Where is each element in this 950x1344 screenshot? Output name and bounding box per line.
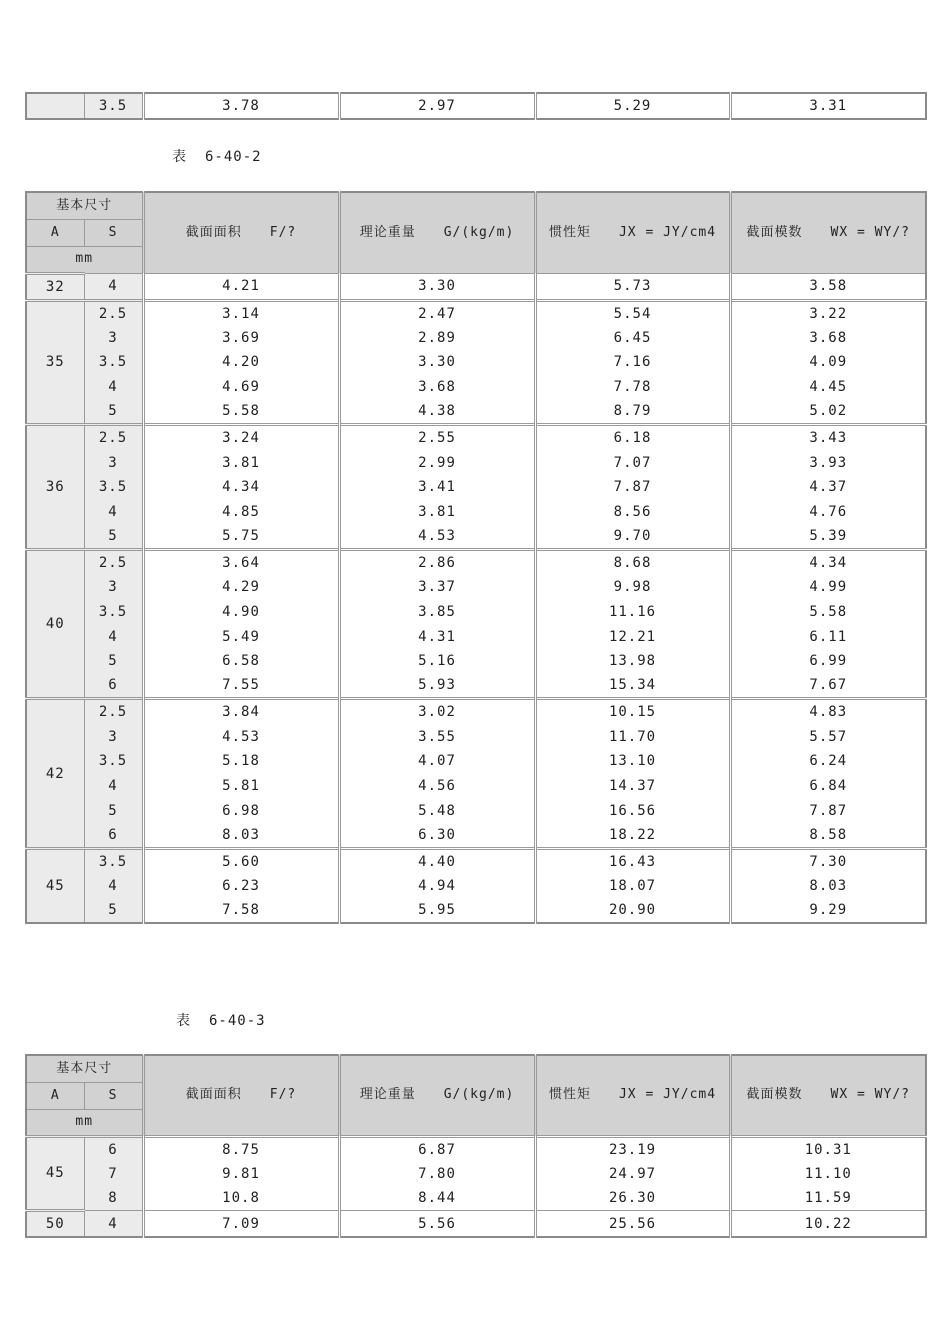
table-row <box>26 649 926 674</box>
cell-j: 13.10 <box>535 749 730 774</box>
table-row <box>26 300 926 326</box>
cell-f: 5.75 <box>143 524 339 550</box>
table-row <box>26 375 926 400</box>
cell-j: 11.16 <box>535 600 730 625</box>
cell-w: 8.03 <box>730 874 926 899</box>
cell-a: 45 <box>26 848 84 923</box>
cell-w: 4.99 <box>730 575 926 600</box>
cell-s: 7 <box>84 1162 143 1187</box>
cell-j: 16.56 <box>535 798 730 823</box>
cell-w: 8.58 <box>730 823 926 849</box>
cell-g: 5.48 <box>339 798 535 823</box>
cell-s: 8 <box>84 1186 143 1211</box>
cell-g: 4.07 <box>339 749 535 774</box>
header-a: A <box>26 1082 84 1109</box>
cell-a: 36 <box>26 425 84 550</box>
cell-w: 7.87 <box>730 798 926 823</box>
cell-w: 4.34 <box>730 550 926 576</box>
table-row <box>26 600 926 625</box>
cell-f: 4.85 <box>143 499 339 524</box>
cell-g: 4.31 <box>339 624 535 649</box>
table-row <box>26 874 926 899</box>
cell-w: 3.58 <box>730 273 926 300</box>
cell-j: 24.97 <box>535 1162 730 1187</box>
cell-f: 3.64 <box>143 550 339 576</box>
header-unit: mm <box>26 1109 143 1136</box>
table-row <box>26 699 926 725</box>
header-s: S <box>84 1082 143 1109</box>
cell-s: 6 <box>84 823 143 849</box>
cell-j: 6.45 <box>535 326 730 351</box>
cell-g: 2.86 <box>339 550 535 576</box>
cell-a <box>26 93 84 119</box>
cell-s: 3 <box>84 575 143 600</box>
cell-j: 5.29 <box>535 93 730 119</box>
cell-g: 3.37 <box>339 575 535 600</box>
header-size-group: 基本尺寸 <box>26 1055 143 1082</box>
table-row <box>26 673 926 699</box>
cell-j: 7.78 <box>535 375 730 400</box>
header-modulus: 截面模数 WX = WY/? <box>730 192 926 273</box>
cell-j: 18.22 <box>535 823 730 849</box>
cell-w: 4.45 <box>730 375 926 400</box>
cell-s: 6 <box>84 1136 143 1162</box>
cell-j: 9.70 <box>535 524 730 550</box>
header-weight: 理论重量 G/(kg/m) <box>339 192 535 273</box>
cell-s: 3 <box>84 326 143 351</box>
table-row <box>26 350 926 375</box>
cell-w: 9.29 <box>730 898 926 923</box>
cell-f: 4.53 <box>143 724 339 749</box>
cell-w: 10.22 <box>730 1211 926 1238</box>
cell-f: 5.81 <box>143 774 339 799</box>
header-unit: mm <box>26 246 143 273</box>
cell-f: 4.20 <box>143 350 339 375</box>
cell-s: 4 <box>84 375 143 400</box>
cell-j: 7.87 <box>535 475 730 500</box>
cell-f: 4.69 <box>143 375 339 400</box>
cell-f: 3.81 <box>143 450 339 475</box>
cell-f: 3.78 <box>143 93 339 119</box>
caption-text: 6-40-2 <box>205 149 262 165</box>
header-area: 截面面积 F/? <box>143 192 339 273</box>
table-row <box>26 1136 926 1162</box>
table-row <box>26 823 926 849</box>
cell-j: 9.98 <box>535 575 730 600</box>
cell-s: 5 <box>84 524 143 550</box>
cell-g: 5.93 <box>339 673 535 699</box>
cell-g: 3.30 <box>339 273 535 300</box>
table-6-40-2 <box>25 191 927 924</box>
table-row <box>26 450 926 475</box>
cell-a: 42 <box>26 699 84 848</box>
cell-f: 5.58 <box>143 399 339 425</box>
cell-w: 3.43 <box>730 425 926 451</box>
cell-w: 6.24 <box>730 749 926 774</box>
table-row <box>26 550 926 576</box>
cell-g: 6.87 <box>339 1136 535 1162</box>
cell-j: 5.73 <box>535 273 730 300</box>
cell-f: 6.58 <box>143 649 339 674</box>
cell-g: 4.56 <box>339 774 535 799</box>
cell-g: 8.44 <box>339 1186 535 1211</box>
cell-j: 20.90 <box>535 898 730 923</box>
cell-f: 10.8 <box>143 1186 339 1211</box>
cell-f: 5.18 <box>143 749 339 774</box>
cell-s: 3 <box>84 450 143 475</box>
cell-j: 14.37 <box>535 774 730 799</box>
cell-f: 8.75 <box>143 1136 339 1162</box>
cell-w: 7.67 <box>730 673 926 699</box>
cell-f: 6.23 <box>143 874 339 899</box>
cell-g: 3.41 <box>339 475 535 500</box>
cell-j: 12.21 <box>535 624 730 649</box>
cell-f: 6.98 <box>143 798 339 823</box>
table-row <box>26 774 926 799</box>
table-6-40-3 <box>25 1054 927 1238</box>
cell-g: 4.53 <box>339 524 535 550</box>
cell-w: 5.39 <box>730 524 926 550</box>
cell-g: 5.95 <box>339 898 535 923</box>
cell-w: 5.02 <box>730 399 926 425</box>
cell-s: 4 <box>84 1211 143 1238</box>
cell-g: 2.47 <box>339 300 535 326</box>
header-a: A <box>26 219 84 246</box>
cell-w: 5.57 <box>730 724 926 749</box>
cell-j: 8.68 <box>535 550 730 576</box>
cell-j: 11.70 <box>535 724 730 749</box>
cell-g: 3.55 <box>339 724 535 749</box>
cell-s: 3.5 <box>84 848 143 874</box>
table-caption-6-40-3 <box>176 1010 266 1030</box>
cell-s: 4 <box>84 774 143 799</box>
cell-f: 4.21 <box>143 273 339 300</box>
cell-g: 3.68 <box>339 375 535 400</box>
cell-w: 4.37 <box>730 475 926 500</box>
header-modulus: 截面模数 WX = WY/? <box>730 1055 926 1136</box>
cell-s: 5 <box>84 798 143 823</box>
table-caption-6-40-2 <box>172 146 262 166</box>
table-row <box>26 475 926 500</box>
caption-mark: 表 <box>172 149 187 165</box>
table-row <box>26 524 926 550</box>
cell-w: 10.31 <box>730 1136 926 1162</box>
cell-g: 7.80 <box>339 1162 535 1187</box>
cell-w: 4.76 <box>730 499 926 524</box>
cell-w: 3.68 <box>730 326 926 351</box>
table-row <box>26 273 926 300</box>
table-row <box>26 749 926 774</box>
cell-f: 4.90 <box>143 600 339 625</box>
cell-s: 2.5 <box>84 300 143 326</box>
table-row <box>26 399 926 425</box>
cell-g: 2.89 <box>339 326 535 351</box>
cell-g: 2.99 <box>339 450 535 475</box>
cell-f: 7.09 <box>143 1211 339 1238</box>
cell-j: 16.43 <box>535 848 730 874</box>
table-row <box>26 575 926 600</box>
cell-g: 2.55 <box>339 425 535 451</box>
cell-s: 2.5 <box>84 425 143 451</box>
cell-j: 10.15 <box>535 699 730 725</box>
cell-f: 4.29 <box>143 575 339 600</box>
cell-w: 3.31 <box>730 93 926 119</box>
cell-f: 3.14 <box>143 300 339 326</box>
cell-g: 2.97 <box>339 93 535 119</box>
cell-g: 4.40 <box>339 848 535 874</box>
header-inertia: 惯性矩 JX = JY/cm4 <box>535 1055 730 1136</box>
cell-f: 5.60 <box>143 848 339 874</box>
table-row <box>26 1186 926 1211</box>
cell-f: 9.81 <box>143 1162 339 1187</box>
cell-j: 13.98 <box>535 649 730 674</box>
cell-f: 4.34 <box>143 475 339 500</box>
cell-s: 4 <box>84 273 143 300</box>
cell-w: 4.83 <box>730 699 926 725</box>
cell-g: 6.30 <box>339 823 535 849</box>
cell-g: 5.16 <box>339 649 535 674</box>
cell-j: 5.54 <box>535 300 730 326</box>
cell-f: 8.03 <box>143 823 339 849</box>
table-row <box>26 724 926 749</box>
cell-s: 2.5 <box>84 699 143 725</box>
cell-w: 6.99 <box>730 649 926 674</box>
cell-w: 7.30 <box>730 848 926 874</box>
cell-j: 23.19 <box>535 1136 730 1162</box>
cell-s: 3.5 <box>84 600 143 625</box>
cell-s: 3 <box>84 724 143 749</box>
cell-j: 18.07 <box>535 874 730 899</box>
cell-g: 4.38 <box>339 399 535 425</box>
cell-w: 5.58 <box>730 600 926 625</box>
cell-j: 15.34 <box>535 673 730 699</box>
table-row <box>26 798 926 823</box>
cell-s: 5 <box>84 898 143 923</box>
cell-s: 5 <box>84 649 143 674</box>
cell-g: 3.30 <box>339 350 535 375</box>
cell-s: 3.5 <box>84 93 143 119</box>
cell-g: 3.02 <box>339 699 535 725</box>
table-row <box>26 624 926 649</box>
cell-s: 3.5 <box>84 749 143 774</box>
cell-s: 4 <box>84 624 143 649</box>
table-row <box>26 499 926 524</box>
cell-s: 4 <box>84 499 143 524</box>
cell-g: 4.94 <box>339 874 535 899</box>
cell-w: 4.09 <box>730 350 926 375</box>
cell-w: 3.93 <box>730 450 926 475</box>
caption-text: 6-40-3 <box>209 1013 266 1029</box>
cell-a: 35 <box>26 300 84 425</box>
cell-a: 32 <box>26 273 84 300</box>
cell-j: 8.56 <box>535 499 730 524</box>
cell-f: 7.55 <box>143 673 339 699</box>
table-row <box>26 1211 926 1238</box>
cell-f: 3.24 <box>143 425 339 451</box>
cell-g: 3.85 <box>339 600 535 625</box>
cell-s: 6 <box>84 673 143 699</box>
cell-f: 5.49 <box>143 624 339 649</box>
table-row <box>26 1162 926 1187</box>
cell-f: 3.84 <box>143 699 339 725</box>
cell-a: 40 <box>26 550 84 699</box>
table-row <box>26 425 926 451</box>
cell-a: 50 <box>26 1211 84 1238</box>
cell-s: 3.5 <box>84 350 143 375</box>
cell-j: 25.56 <box>535 1211 730 1238</box>
cell-j: 8.79 <box>535 399 730 425</box>
cell-s: 5 <box>84 399 143 425</box>
cell-j: 7.07 <box>535 450 730 475</box>
cell-f: 7.58 <box>143 898 339 923</box>
cell-w: 6.11 <box>730 624 926 649</box>
cell-j: 7.16 <box>535 350 730 375</box>
cell-s: 4 <box>84 874 143 899</box>
cell-s: 3.5 <box>84 475 143 500</box>
cell-w: 11.10 <box>730 1162 926 1187</box>
cell-j: 26.30 <box>535 1186 730 1211</box>
continuation-table <box>25 92 927 120</box>
cell-w: 6.84 <box>730 774 926 799</box>
cell-w: 3.22 <box>730 300 926 326</box>
cell-w: 11.59 <box>730 1186 926 1211</box>
header-area: 截面面积 F/? <box>143 1055 339 1136</box>
cell-g: 5.56 <box>339 1211 535 1238</box>
cell-j: 6.18 <box>535 425 730 451</box>
cell-s: 2.5 <box>84 550 143 576</box>
header-inertia: 惯性矩 JX = JY/cm4 <box>535 192 730 273</box>
cell-f: 3.69 <box>143 326 339 351</box>
caption-mark: 表 <box>176 1013 191 1029</box>
cell-a: 45 <box>26 1136 84 1211</box>
table-row <box>26 326 926 351</box>
header-size-group: 基本尺寸 <box>26 192 143 219</box>
header-s: S <box>84 219 143 246</box>
table-row <box>26 898 926 923</box>
cell-g: 3.81 <box>339 499 535 524</box>
header-weight: 理论重量 G/(kg/m) <box>339 1055 535 1136</box>
table-row <box>26 848 926 874</box>
